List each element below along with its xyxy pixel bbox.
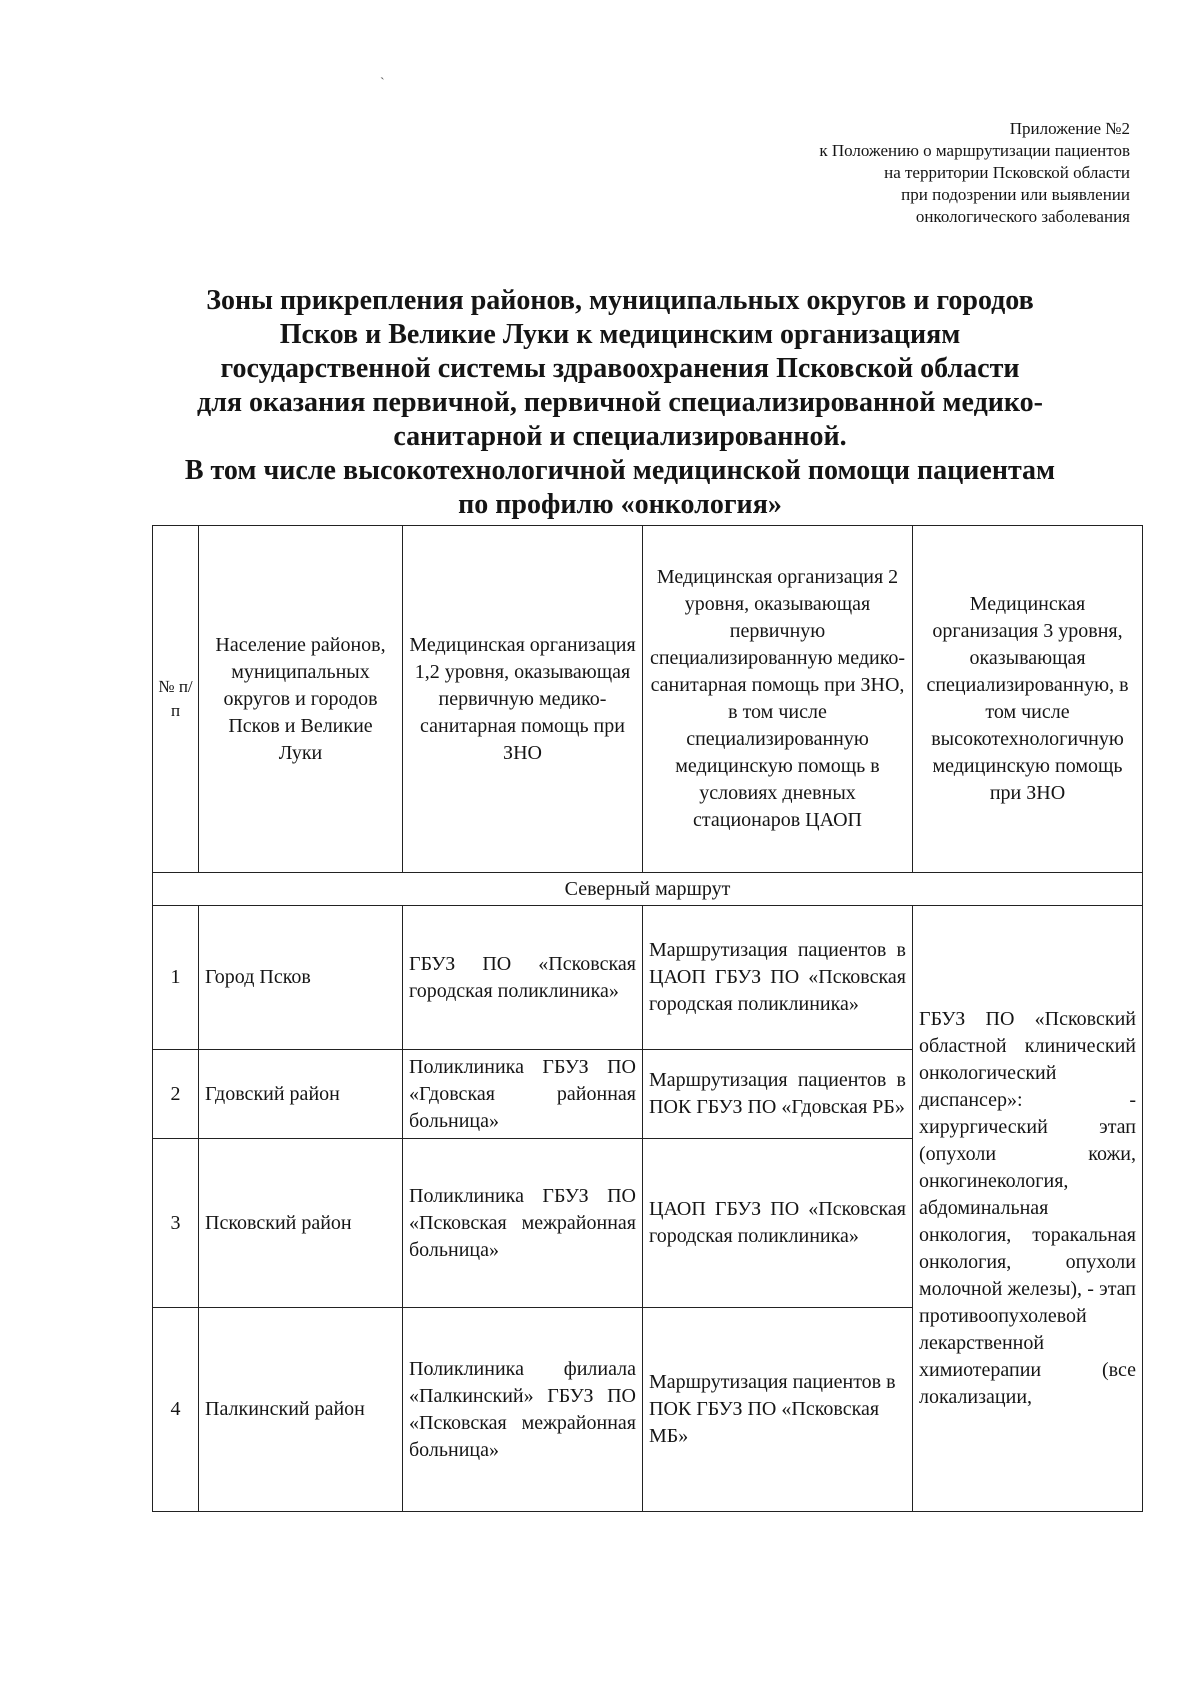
appendix-line: при подозрении или выявлении [901,185,1130,204]
row-level-2: Маршрутизация пациентов в ПОК ГБУЗ ПО «Псковская МБ» [643,1308,913,1512]
header-population: Население районов, муниципальных округов и городов Псков и Великие Луки [199,526,403,873]
title-line: В том числе высокотехнологичной медицинской помощи пациентам [184,455,1056,486]
appendix-note [819,118,1130,228]
row-number: 4 [153,1308,199,1512]
title-line: Псков и Великие Луки к медицинским организациям [279,319,961,350]
row-area: Город Псков [199,906,403,1050]
row-level-1-2: Поликлиника ГБУЗ ПО «Гдовская районная больница» [403,1050,643,1139]
table-row [153,906,1143,1050]
row-number: 1 [153,906,199,1050]
row-level-2: Маршрутизация пациентов в ЦАОП ГБУЗ ПО «Псковская городская поликлиника» [643,906,913,1050]
row-level-2: ЦАОП ГБУЗ ПО «Псковская городская поликлиника» [643,1139,913,1308]
appendix-line: онкологического заболевания [915,207,1130,226]
row-level-1-2: ГБУЗ ПО «Псковская городская поликлиника» [403,906,643,1050]
appendix-line: к Положению о маршрутизации пациентов [819,141,1130,160]
row-level-1-2: Поликлиника ГБУЗ ПО «Псковская межрайонная больница» [403,1139,643,1308]
title-line: санитарной и специализированной. [393,421,847,452]
scan-speck: ˋ [380,76,385,91]
appendix-line: Приложение №2 [1009,119,1130,138]
level-3-cell: ГБУЗ ПО «Псковский областной клинический онкологический диспансер»: - хирургический этап (опухоли кожи, онкогинекология, абдоминальная онкология, торакальная онкология, опухоли молочной железы), - этап противоопухолевой лекарственной химиотерапии (все локализации, [913,906,1143,1512]
routing-table [152,525,1143,1512]
appendix-line: на территории Псковской области [884,163,1130,182]
row-number: 3 [153,1139,199,1308]
title-line: для оказания первичной, первичной специализированной медико- [197,387,1043,418]
title-line: Зоны прикрепления районов, муниципальных округов и городов [206,285,1034,316]
row-area: Палкинский район [199,1308,403,1512]
row-level-2: Маршрутизация пациентов в ПОК ГБУЗ ПО «Гдовская РБ» [643,1050,913,1139]
header-level-3: Медицинская организация 3 уровня, оказывающая специализированную, в том числе высокотехнологичную медицинскую помощь при ЗНО [913,526,1143,873]
header-number: № п/ п [153,526,199,873]
route-row [153,873,1143,906]
route-label: Северный маршрут [153,873,1143,906]
row-area: Псковский район [199,1139,403,1308]
row-number: 2 [153,1050,199,1139]
row-level-1-2: Поликлиника филиала «Палкинский» ГБУЗ ПО «Псковская межрайонная больница» [403,1308,643,1512]
header-level-2: Медицинская организация 2 уровня, оказывающая первичную специализированную медико-санитарная помощь при ЗНО, в том числе специализированную медицинскую помощь в условиях дневных стационаров ЦАОП [643,526,913,873]
title-line: по профилю «онкология» [458,489,782,520]
table-header-row [153,526,1143,873]
document-title [140,284,1100,522]
row-area: Гдовский район [199,1050,403,1139]
header-level-1-2: Медицинская организация 1,2 уровня, оказывающая первичную медико-санитарная помощь при ЗНО [403,526,643,873]
title-line: государственной системы здравоохранения Псковской области [220,353,1020,384]
